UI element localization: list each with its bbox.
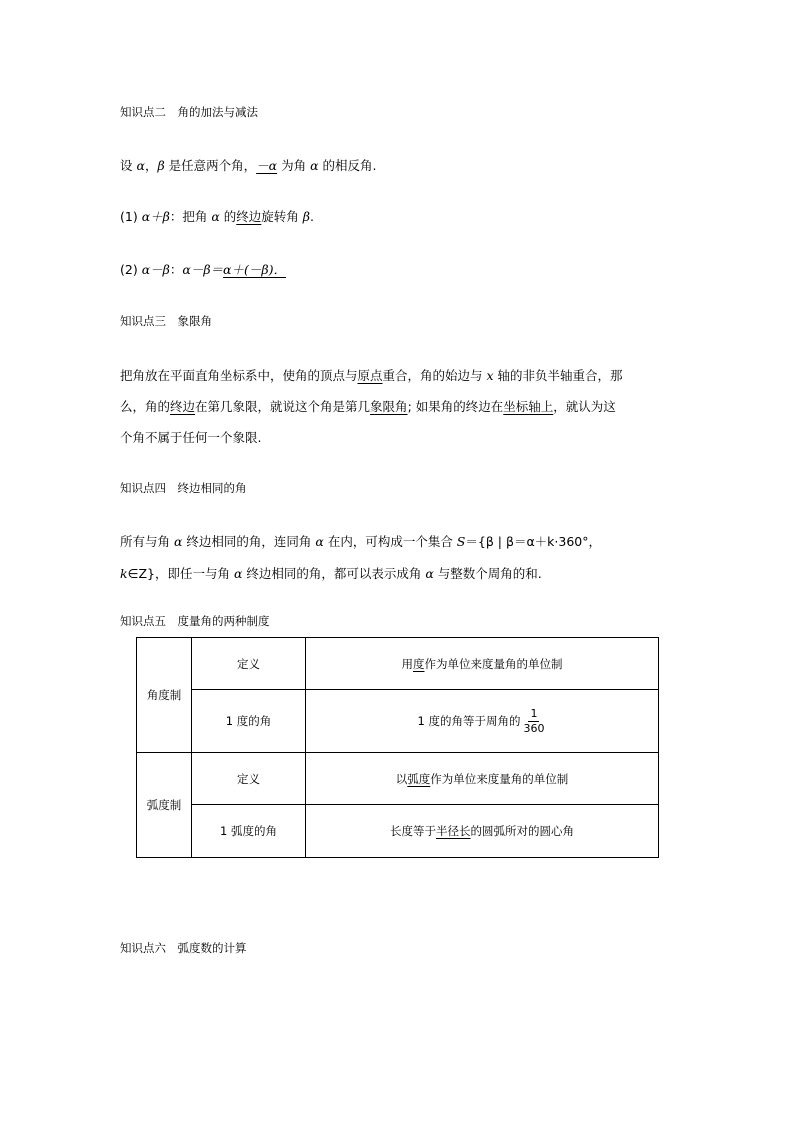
- radian-blank: 弧度: [407, 771, 431, 786]
- one-radian-cell: 1 弧度的角: [192, 805, 306, 858]
- alpha: α: [211, 209, 220, 224]
- text: .: [310, 209, 314, 224]
- def-label-cell: 定义: [192, 753, 306, 805]
- alpha: α: [173, 534, 183, 549]
- kp2-difference: [120, 260, 286, 278]
- radius-length-blank: 半径长: [436, 824, 471, 838]
- diff-expr-2: α－β＝: [182, 262, 224, 277]
- def-label-cell: 定义: [192, 638, 306, 690]
- one-degree-desc-cell: [306, 690, 659, 753]
- text: 1 度的角等于周角的: [417, 713, 521, 728]
- text: 的圆弧所对的圆心角: [470, 824, 574, 838]
- text: 作为单位来度量角的单位制: [430, 771, 569, 786]
- angle-systems-table: [136, 637, 659, 858]
- diff-result-blank: α＋(－β)．: [223, 262, 286, 277]
- text: 终边相同的角，都可以表示成角: [242, 566, 426, 581]
- fraction-denominator: 360: [523, 721, 545, 735]
- text: 么，角的: [120, 399, 171, 414]
- text: 是任意两个角，: [164, 158, 257, 173]
- quadrant-angle-blank: 象限角: [370, 399, 408, 414]
- text: 用: [401, 656, 413, 671]
- kp4-para-line-2: [120, 564, 542, 582]
- sum-expr: α＋β: [141, 209, 170, 224]
- text: 轴的非负半轴重合，那: [493, 368, 623, 383]
- radian-system-cell: 弧度制: [137, 753, 192, 858]
- alpha: α: [315, 534, 324, 549]
- k-var: k: [120, 566, 128, 581]
- text: 长度等于: [390, 824, 436, 838]
- kp4-para-line-1: [120, 532, 601, 550]
- alpha: α: [233, 566, 243, 581]
- text: ：把角: [169, 209, 212, 224]
- terminal-side-blank: 终边: [236, 209, 262, 224]
- one-degree-cell: 1 度的角: [192, 690, 306, 753]
- kp2-heading: 知识点二 角的加法与减法: [120, 105, 258, 119]
- text: 的相反角.: [318, 158, 377, 173]
- text: 在第几象限，就说这个角是第几: [195, 399, 371, 414]
- beta: β: [302, 209, 311, 224]
- text: 作为单位来度量角的单位制: [424, 656, 563, 671]
- text: 重合，角的始边与: [382, 368, 487, 383]
- text: ：: [169, 262, 183, 277]
- text: 以: [395, 771, 408, 786]
- kp4-heading: 知识点四 终边相同的角: [120, 481, 247, 495]
- text: 在内，可构成一个集合: [323, 534, 457, 549]
- text: 设: [120, 158, 137, 173]
- degree-def-cell: [306, 638, 659, 690]
- text: 终边相同的角，连同角: [182, 534, 316, 549]
- alpha: α: [310, 158, 319, 173]
- table-row: [137, 638, 659, 690]
- kp3-para-line-2: [120, 397, 616, 415]
- text: 的: [219, 209, 237, 224]
- set-formula: ＝{β | β＝α＋k·360°，: [465, 534, 602, 549]
- table-row: [137, 805, 659, 858]
- kp3-para-line-1: [120, 366, 623, 384]
- kp3-heading: 知识点三 象限角: [120, 314, 212, 328]
- text: (2): [120, 262, 142, 277]
- text: 与整数个周角的和.: [433, 566, 542, 581]
- kp3-para-line-3: 个角不属于任何一个象限.: [120, 430, 262, 445]
- x-var: x: [486, 368, 494, 383]
- text: ，: [144, 158, 158, 173]
- terminal-side-blank: 终边: [170, 399, 196, 414]
- alpha: α: [136, 158, 145, 173]
- kp2-sum: [120, 207, 314, 225]
- diff-expr: α－β: [141, 262, 170, 277]
- text: ∈Z}，即任一与角: [127, 566, 234, 581]
- degree-blank: 度: [413, 656, 425, 671]
- set-S: S: [456, 534, 466, 549]
- origin-blank: 原点: [357, 368, 383, 383]
- alpha: α: [425, 566, 434, 581]
- neg-alpha-blank: －α: [256, 158, 278, 173]
- beta: β: [157, 158, 165, 173]
- text: ; 如果角的终边在: [407, 399, 504, 414]
- fraction-1-360: [521, 707, 546, 736]
- one-radian-desc-cell: [306, 805, 659, 858]
- kp2-definition: [120, 156, 376, 174]
- text: 为角: [277, 158, 311, 173]
- text: 所有与角: [120, 534, 174, 549]
- text: ，就认为这: [553, 399, 616, 414]
- degree-system-cell: 角度制: [137, 638, 192, 753]
- table-row: [137, 690, 659, 753]
- text: 把角放在平面直角坐标系中，使角的顶点与: [120, 368, 358, 383]
- kp6-heading: 知识点六 弧度数的计算: [120, 941, 247, 955]
- text: (1): [120, 209, 142, 224]
- text: 旋转角: [261, 209, 303, 224]
- table-row: [137, 753, 659, 805]
- kp5-heading: 知识点五 度量角的两种制度: [120, 614, 270, 628]
- fraction-numerator: 1: [530, 706, 538, 720]
- radian-def-cell: [306, 753, 659, 805]
- axis-blank: 坐标轴上: [503, 399, 554, 414]
